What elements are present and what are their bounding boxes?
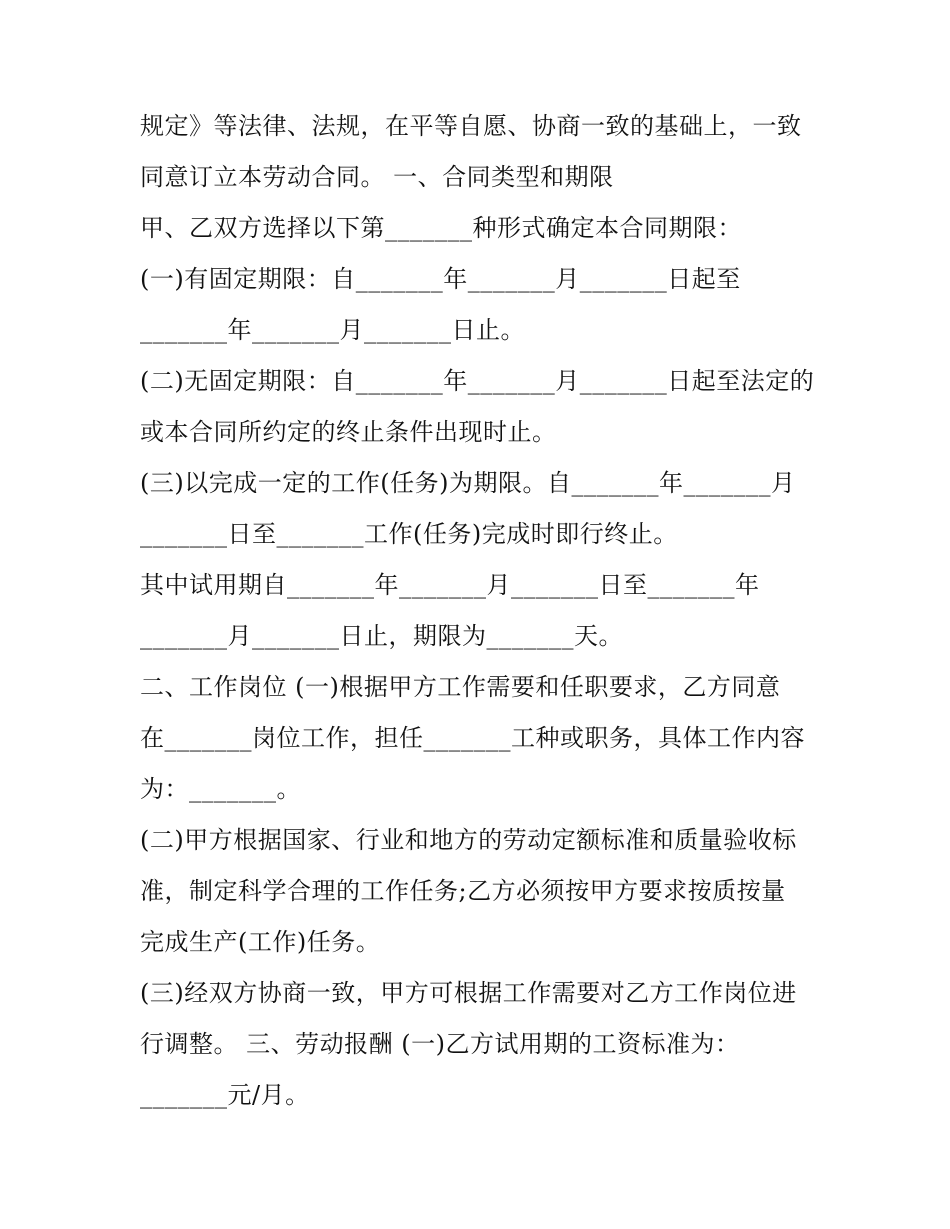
text-line: 甲、乙双方选择以下第_______种形式确定本合同期限： — [140, 214, 742, 242]
text-line: 在_______岗位工作，担任_______工种或职务，具体工作内容 — [140, 724, 805, 752]
text-line: _______日至_______工作(任务)完成时即行终止。 — [140, 520, 678, 548]
text-line: 或本合同所约定的终止条件出现时止。 — [140, 418, 557, 446]
text-line: 二、工作岗位 (一)根据甲方工作需要和任职要求，乙方同意 — [140, 673, 781, 701]
text-line: 为：_______。 — [140, 775, 301, 803]
text-line: 同意订立本劳动合同。 一、合同类型和期限 — [140, 163, 614, 191]
text-line: 规定》等法律、法规，在平等自愿、协商一致的基础上，一致 — [140, 112, 802, 140]
text-line: _______元/月。 — [140, 1081, 310, 1109]
text-line: _______年_______月_______日止。 — [140, 316, 525, 344]
text-line: (二)无固定期限：自_______年_______月_______日起至法定的 — [140, 367, 815, 395]
text-line: _______月_______日止，期限为_______天。 — [140, 622, 623, 650]
text-line: 其中试用期自_______年_______月_______日至_______年 — [140, 571, 760, 599]
text-line: (一)有固定期限：自_______年_______月_______日起至 — [140, 265, 741, 293]
text-line: (二)甲方根据国家、行业和地方的劳动定额标准和质量验收标 — [140, 826, 797, 854]
text-line: (三)以完成一定的工作(任务)为期限。自_______年_______月 — [140, 469, 796, 497]
text-line: 准，制定科学合理的工作任务;乙方必须按甲方要求按质按量 — [140, 877, 786, 905]
contract-text-body — [140, 101, 820, 1121]
text-line: 完成生产(工作)任务。 — [140, 928, 381, 956]
text-line: 行调整。 三、劳动报酬 (一)乙方试用期的工资标准为： — [140, 1030, 740, 1058]
text-line: (三)经双方协商一致，甲方可根据工作需要对乙方工作岗位进 — [140, 979, 797, 1007]
